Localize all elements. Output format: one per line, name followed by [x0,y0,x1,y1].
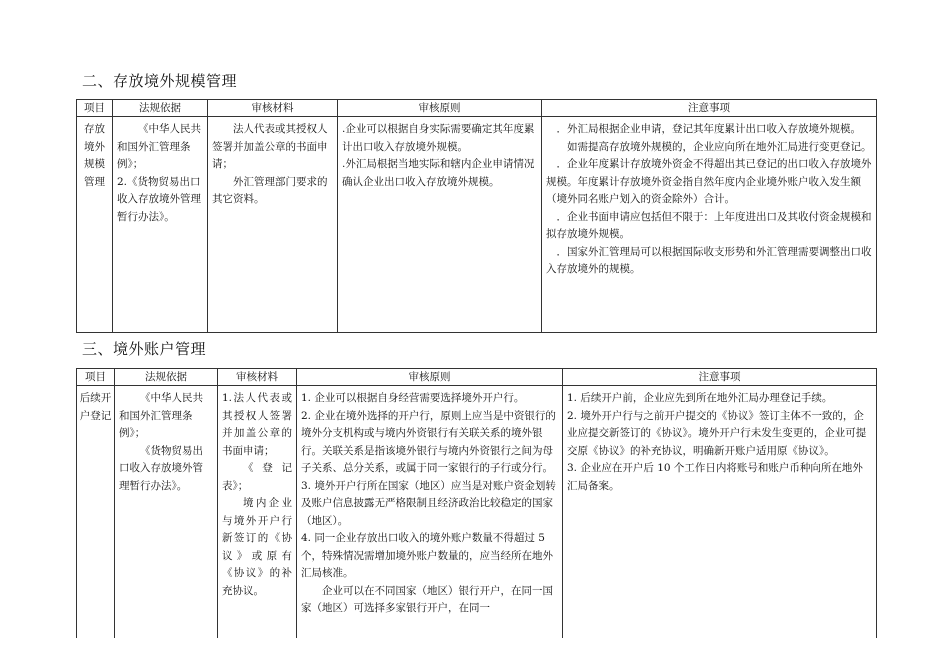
basis-item: 《中华人民共和国外汇管理条例》； [119,392,203,439]
basis-cell [113,117,208,333]
note-item: 2. 境外开户行与之前开户提交的《协议》签订主体不一致的，企业应提交新签订的《协议》。境外开户行未发生变更的，企业可提交原《协议》的补充协议，明确新开账户适用原《协议》。 [567,409,867,457]
materials-item: 法人代表或其授权人签署并加盖公章的书面申请； [212,123,328,170]
header-notes: 注意事项 [542,100,877,117]
principle-item: .外汇局根据当地实际和辖内企业申请情况确认企业出口收入存放境外规模。 [342,158,535,188]
table-header-row [77,369,877,386]
header-basis: 法规依据 [113,100,208,117]
principle-item: 4. 同一企业存放出口收入的境外账户数量不得超过 5 个，特殊情况需增加境外账户数量的，应当经所在地外汇局核准。 [301,532,553,579]
overseas-account-table [76,368,877,638]
principle-item: 1. 企业可以根据自身经营需要选择境外开户行。 [301,392,525,404]
principle-item: 3. 境外开户行所在国家（地区）应当是对账户资金划转及账户信息披露无严格限制且经济政治比较稳定的国家（地区）。 [301,479,556,527]
principle-item: 企业可以在不同国家（地区）银行开户，在同一国家（地区）可选择多家银行开户，在同一 [301,584,553,614]
note-item: 如需提高存放境外规模的，企业应向所在地外汇局进行变更登记。 [567,140,872,153]
project-name: 存放境外规模管理 [84,123,105,188]
project-name: 后续开户登记 [79,392,112,422]
materials-cell [208,117,338,333]
table-row [77,386,877,638]
materials-item: 《登记表》； [222,462,292,492]
materials-cell [218,386,297,638]
header-project: 项目 [77,369,115,386]
materials-item: 境内企业与境外开户行新签订的《协议》或原有《协议》的补充协议。 [222,497,292,597]
note-item: ．企业书面申请应包括但不限于：上年度进出口及其收付资金规模和拟存放境外规模。 [546,210,872,240]
header-materials: 审核材料 [218,369,297,386]
notes-cell [563,386,877,638]
basis-item: 2.《货物贸易出口收入存放境外管理暂行办法》。 [117,175,201,223]
principle-item: .企业可以根据自身实际需要确定其年度累计出口收入存放境外规模。 [342,123,535,153]
basis-cell [115,386,218,638]
header-principles: 审核原则 [338,100,542,117]
section-title-overseas-account: 三、境外账户管理 [82,340,207,358]
basis-item: 《货物贸易出口收入存放境外管理暂行办法》。 [119,444,203,492]
project-cell [77,386,115,638]
header-principles: 审核原则 [297,369,563,386]
note-item: ．外汇局根据企业申请，登记其年度累计出口收入存放境外规模。 [556,123,861,135]
basis-item: 《中华人民共和国外汇管理条例》； [117,123,201,170]
table-row [77,117,877,333]
header-basis: 法规依据 [115,369,218,386]
note-item: ．企业年度累计存放境外资金不得超出其已登记的出口收入存放境外规模。年度累计存放境外资金指自然年度内企业境外账户收入发生额（境外同名账户划入的资金除外）合计。 [546,158,872,205]
header-materials: 审核材料 [208,100,338,117]
principles-cell [297,386,563,638]
note-item: 1. 后续开户前，企业应先到所在地外汇局办理登记手续。 [567,392,833,404]
header-project: 项目 [77,100,113,117]
overseas-scale-table [76,99,877,333]
principle-item: 2. 企业在境外选择的开户行，原则上应当是中资银行的境外分支机构或与境内外资银行有关联关系的境外银行。关联关系是指该境外银行与境内外资银行之间为母子关系、总分关系，或属于同一家银行的子行或分行。 [301,409,556,474]
note-item: ．国家外汇管理局可以根据国际收支形势和外汇管理需要调整出口收入存放境外的规模。 [546,245,872,275]
table-header-row [77,100,877,117]
materials-item: 1.法人代表或其授权人签署并加盖公章的书面申请； [222,392,292,457]
header-notes: 注意事项 [563,369,877,386]
notes-cell [542,117,877,333]
project-cell [77,117,113,333]
note-item: 3. 企业应在开户后 10 个工作日内将账号和账户币种向所在地外汇局备案。 [567,462,863,492]
section-title-overseas-scale: 二、存放境外规模管理 [82,72,238,90]
materials-item: 外汇管理部门要求的其它资料。 [212,175,328,205]
principles-cell [338,117,542,333]
